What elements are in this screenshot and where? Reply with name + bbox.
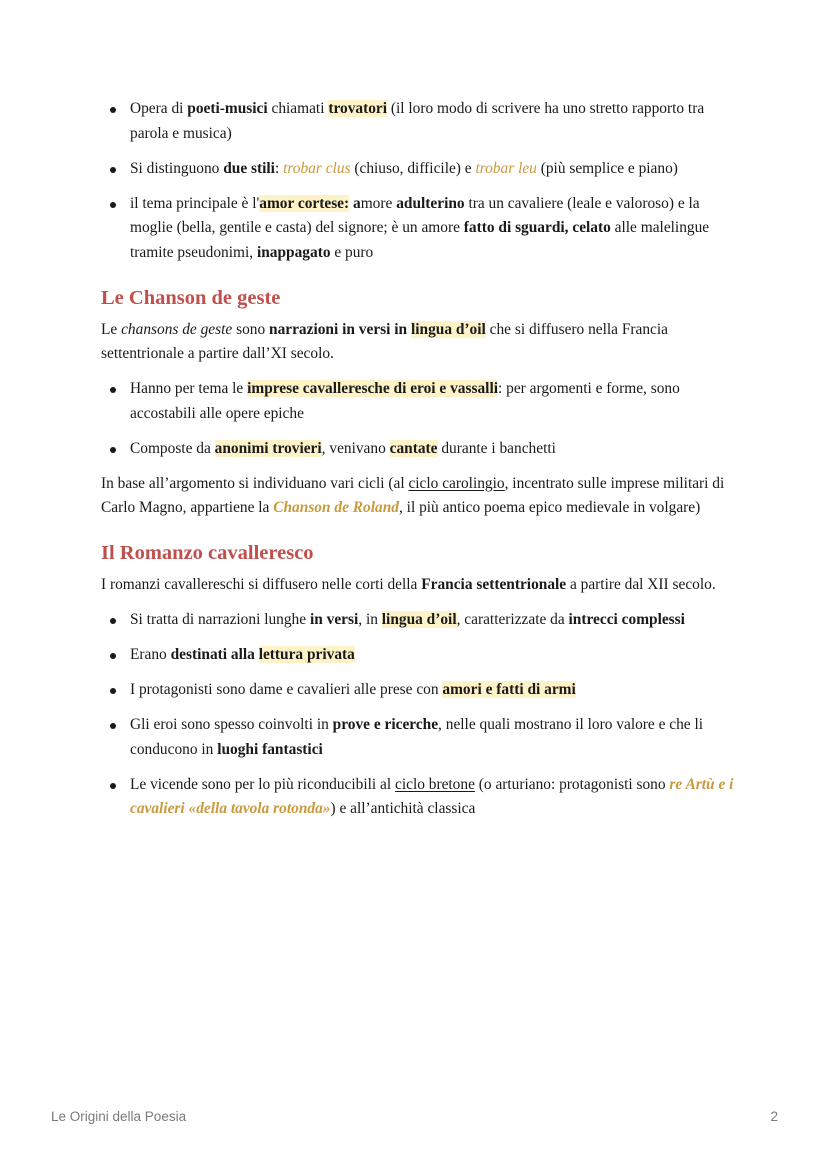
list-item: il tema principale è l'amor cortese: amore adulterino tra un cavaliere (leale e valoroso) e la moglie (bella, gentile e casta) del signore; è un amore fatto di sguardi, celato alle malelingue tramite pseudonimi, inappagato e puro	[130, 192, 741, 266]
troubadour-list	[101, 97, 741, 265]
list-item: Si distinguono due stili: trobar clus (chiuso, difficile) e trobar leu (più semplice e piano)	[130, 157, 741, 182]
list-item: Si tratta di narrazioni lunghe in versi, in lingua d’oil, caratterizzate da intrecci complessi	[130, 608, 741, 633]
romanzo-list	[101, 608, 741, 822]
footer-title: Le Origini della Poesia	[51, 1109, 187, 1124]
list-item: Erano destinati alla lettura privata	[130, 643, 741, 668]
chanson-list	[101, 377, 741, 461]
page-number: 2	[770, 1109, 778, 1124]
page-footer	[51, 1109, 778, 1124]
paragraph: In base all’argomento si individuano vari cicli (al ciclo carolingio, incentrato sulle imprese militari di Carlo Magno, appartiene la Chanson de Roland, il più antico poema epico medievale in volgare)	[101, 474, 725, 516]
list-item: Gli eroi sono spesso coinvolti in prove e ricerche, nelle quali mostrano il loro valore e che li conducono in luoghi fantastici	[130, 713, 741, 762]
list-item: Opera di poeti-musici chiamati trovatori (il loro modo di scrivere ha uno stretto rapporto tra parola e musica)	[130, 97, 741, 146]
list-item: I protagonisti sono dame e cavalieri alle prese con amori e fatti di armi	[130, 678, 741, 703]
section-heading-romanzo: Il Romanzo cavalleresco	[101, 542, 314, 564]
list-item: Le vicende sono per lo più riconducibili al ciclo bretone (o arturiano: protagonisti sono re Artù e i cavalieri «della tavola rotonda») e all’antichità classica	[130, 773, 741, 822]
paragraph: I romanzi cavallereschi si diffusero nelle corti della Francia settentrionale a partire dal XII secolo.	[101, 576, 716, 593]
section-heading-chanson: Le Chanson de geste	[101, 286, 281, 309]
list-item: Composte da anonimi trovieri, venivano cantate durante i banchetti	[130, 437, 741, 462]
document-body	[101, 97, 741, 832]
list-item: Hanno per tema le imprese cavalleresche di eroi e vassalli: per argomenti e forme, sono accostabili alle opere epiche	[130, 377, 741, 426]
paragraph: Le chansons de geste sono narrazioni in versi in lingua d’oil che si diffusero nella Francia settentrionale a partire dall’XI secolo.	[101, 320, 668, 362]
